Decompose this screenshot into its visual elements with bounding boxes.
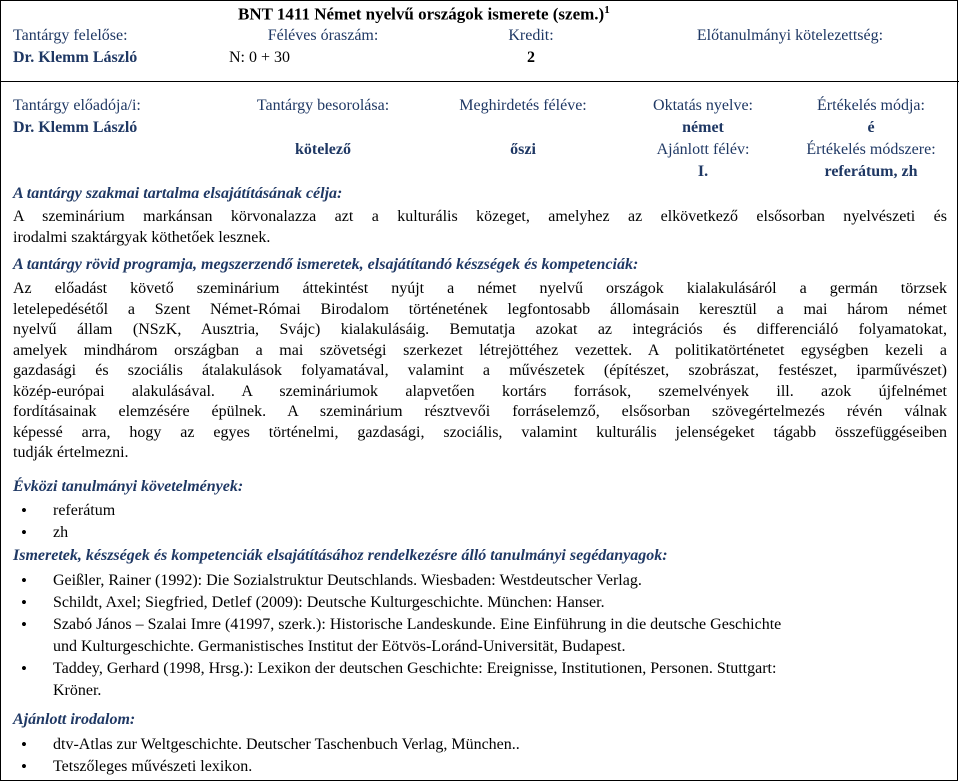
aids-title: Ismeretek, készségek és kompetenciák elsajátításához rendelkezésre álló tanulmányi segédanyagok:	[13, 547, 668, 564]
program-line: amelyek mindhárom országban a mai szövetségi szerkezet létrejöttéhez vezettek. A politikatörténetet egységben kezeli a	[13, 341, 947, 359]
program-line: képessé arra, hogy az egyes történelmi, gazdasági, szociális, valamint kulturális jelenségeket tágabb összefüggéseiben	[13, 423, 947, 441]
aim-title: A tantárgy szakmai tartalma elsajátításának célja:	[13, 185, 343, 202]
literature-title: Ajánlott irodalom:	[13, 711, 136, 728]
hours-label: Féléves óraszám:	[267, 27, 379, 44]
program-line: letelepedésétől a Szent Német-Római Birodalom történetének legfontosabb állomásain keresztül a mai három német	[13, 300, 947, 318]
aim-line: irodalmi szaktárgyak köthetőek lesznek.	[13, 228, 271, 246]
aim-line: A szeminárium markánsan körvonalazza azt a kulturális közeget, amelyhez az elkövetkező elsősorban nyelvészeti és	[13, 208, 947, 225]
list-item: • Taddey, Gerhard (1998, Hrsg.): Lexikon der deutschen Geschichte: Ereignisse, Institutionen, Personen. Stuttgart: Kröner.	[1, 658, 941, 702]
recommended-label: Ajánlott félév:	[656, 141, 750, 158]
eval-mode-label: Értékelés módja:	[817, 97, 925, 114]
list-item: • Tetszőleges művészeti lexikon.	[1, 756, 941, 778]
list-item: • dtv-Atlas zur Weltgeschichte. Deutscher Taschenbuch Verlag, München..	[1, 734, 941, 756]
program-line: Az előadást követő szeminárium áttekintést nyújt a német nyelvű országok kialakulásáról a germán törzsek	[13, 280, 947, 297]
language-label: Oktatás nyelve:	[653, 97, 753, 114]
list-item: • Schildt, Axel; Siegfried, Detlef (2009): Deutsche Kulturgeschichte. München: Hanser.	[1, 592, 941, 614]
classification-label: Tantárgy besorolása:	[256, 97, 390, 114]
lecturer-label: Tantárgy előadója/i:	[13, 97, 141, 114]
program-line: tudják értelmezni.	[13, 444, 129, 461]
responsible-name: Dr. Klemm László	[13, 49, 138, 66]
requirements-list	[1, 500, 941, 544]
list-item: • Szabó János – Szalai Imre (41997, szerk.): Historische Landeskunde. Eine Einführung in die deutsche Geschichte und Kulturgeschichte. Germanistisches Institut der Eötvös-Loránd-Universität, Budapest.	[1, 614, 941, 658]
literature-list	[1, 734, 941, 778]
list-item: • referátum	[1, 500, 941, 522]
list-item: • zh	[1, 522, 941, 544]
eval-method-label: Értékelés módszere:	[806, 141, 936, 158]
program-title: A tantárgy rövid programja, megszerzendő ismeretek, elsajátítandó készségek és kompetenciák:	[13, 256, 639, 273]
program-line: fordításainak elemzésére épülnek. A szeminárium résztvevői forráselemző, elsősorban szövegértelmezés révén válnak	[13, 403, 947, 420]
responsible-label: Tantárgy felelőse:	[13, 27, 128, 44]
program-line: gazdasági és szociális átalakulások folyamatával, valamint a művészetek (építészet, szobrászat, festészet, iparművészet)	[13, 362, 947, 379]
credit-label: Kredit:	[508, 27, 554, 44]
hours-value: N: 0 + 30	[229, 49, 291, 66]
prereq-label: Előtanulmányi kötelezettség:	[696, 27, 884, 44]
program-text	[13, 279, 947, 464]
requirements-title: Évközi tanulmányi követelmények:	[13, 478, 244, 495]
recommended-value: I.	[697, 163, 709, 180]
aim-text	[13, 207, 947, 248]
semester-label: Meghirdetés féléve:	[459, 97, 587, 114]
program-line: közép-európai alakulásával. A szemináriumok alapvetően kortárs források, szemelvények ill. azok újfelnémet	[13, 382, 947, 400]
credit-value: 2	[527, 49, 535, 66]
lecturer-name: Dr. Klemm László	[13, 119, 138, 136]
eval-mode-value: é	[867, 119, 875, 136]
course-title: BNT 1411 Német nyelvű országok ismerete (szem.)$^1$	[238, 4, 610, 24]
list-item: • Geißler, Rainer (1992): Die Sozialstruktur Deutschlands. Wiesbaden: Westdeutscher Verlag.	[1, 570, 941, 592]
aids-list	[1, 570, 941, 702]
divider	[1, 81, 959, 82]
program-line: nyelvű állam (NSzK, Ausztria, Svájc) kialakulásáig. Bemutatja azokat az integrációs és differenciáló folyamatokat,	[13, 321, 947, 338]
semester-value: őszi	[510, 141, 536, 158]
language-value: német	[682, 119, 724, 136]
eval-method-value: referátum, zh	[824, 163, 918, 180]
classification-value: kötelező	[295, 141, 351, 158]
